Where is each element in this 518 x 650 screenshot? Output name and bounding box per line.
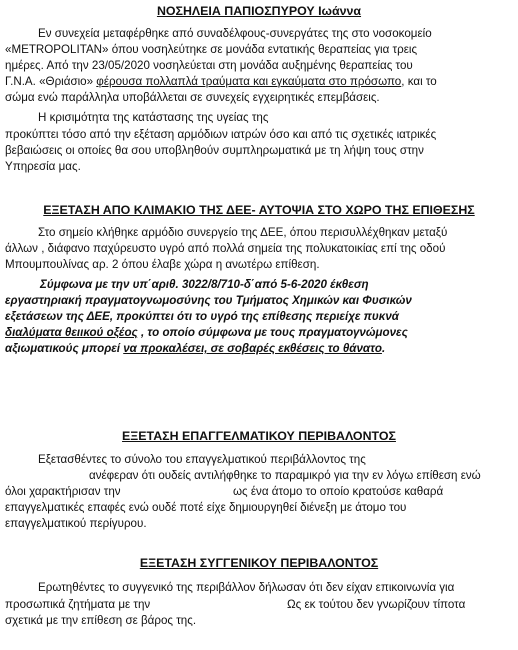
text-line <box>5 74 437 90</box>
text-fragment: Γ.Ν.Α. «Θριάσιο» <box>5 75 97 88</box>
text-fragment: αξιωματικούς μπορεί <box>5 342 124 355</box>
text-line: σώμα ενώ παράλληλα υποβάλλεται σε συνεχείς εγχειρητικές επεμβάσεις. <box>5 91 380 104</box>
text-fragment: , το οποίο σύμφωνα με τους πραγματογνώμονες <box>137 326 408 339</box>
text-line: προσωπικά ζητήματα με την <box>5 598 151 611</box>
text-line: Ως εκ τούτου δεν γνωρίζουν τίποτα <box>287 598 466 611</box>
heading-work-environment: ΕΞΕΤΑΣΗ ΕΠΑΓΓΕΛΜΑΤΙΚΟΥ ΠΕΡΙΒΑΛΟΝΤΟΣ <box>122 429 396 443</box>
text-line: Σύμφωνα με την υπ΄αριθ. 3022/8/710-δ΄από 5-6-2020 έκθεση <box>40 278 369 291</box>
text-line: όλοι χαρακτήρισαν την <box>5 485 121 498</box>
text-line: επαγγελματικού περίγυρου. <box>5 517 147 530</box>
heading-hospitalization: ΝΟΣΗΛΕΙΑ ΠΑΠΙΟΣΠΥΡΟΥ Ιωάννα <box>156 4 362 18</box>
text-line: σχετικά με την επίθεση σε βάρος της. <box>5 614 197 627</box>
text-line <box>5 341 385 357</box>
text-line: Υπηρεσία μας. <box>5 160 81 173</box>
text-line: Η κρισιμότητα της κατάστασης της υγείας της <box>38 111 269 124</box>
text-line: προκύπτει τόσο από την εξέταση αρμόδιων ιατρών όσο και από τις σχετικές ιατρικές <box>5 128 437 141</box>
text-line: εξετάσεων της ΔΕΕ, προκύπτει ότι το υγρό της επίθεσης περιείχε πυκνά <box>5 310 399 323</box>
text-line: άλλων , διάφανο παχύρευστο υγρό από πολλά σημεία της πολυκατοικίας επί της οδού <box>5 242 446 255</box>
text-line: επαγγελματικές επαφές ενώ ουδέ ποτέ είχε δημιουργηθεί διένεξη με άτομο του <box>5 501 407 514</box>
text-line: βεβαιώσεις οι οποίες θα σου υποβληθούν συμπληρωματικά με τη λήψη τους στην <box>5 144 424 157</box>
text-line: εργαστηριακή πραγματογνωμοσύνης του Τμήματος Χημικών και Φυσικών <box>5 294 412 307</box>
text-fragment: . <box>381 342 386 355</box>
heading-family-environment: ΕΞΕΤΑΣΗ ΣΥΓΓΕΝΙΚΟΥ ΠΕΡΙΒΑΛΟΝΤΟΣ <box>139 556 379 570</box>
underlined-injuries: φέρουσα πολλαπλά τραύματα και εγκαύματα στο πρόσωπο <box>96 75 402 88</box>
text-line: Ερωτηθέντες το συγγενικό της περιβάλλον δήλωσαν ότι δεν είχαν επικοινωνία για <box>38 581 455 594</box>
text-line: ημέρες. Από την 23/05/2020 νοσηλεύεται στη μονάδα αυξημένης θεραπείας του <box>5 59 413 72</box>
text-line: Στο σημείο κλήθηκε αρμόδιο συνεργείο της ΔΕΕ, όπου περισυλλέχθηκαν μεταξύ <box>38 226 448 239</box>
text-line: Εν συνεχεία μεταφέρθηκε από συναδέλφους-συνεργάτες της στο νοσοκομείο <box>38 27 432 40</box>
text-line: Εξετασθέντες το σύνολο του επαγγελματικού περιβάλλοντος της <box>38 453 366 466</box>
text-line: «METROPOLITAN» όπου νοσηλεύτηκε σε μονάδα εντατικής θεραπείας για τρεις <box>5 43 418 56</box>
heading-crime-scene: ΕΞΕΤΑΣΗ ΑΠΟ ΚΛΙΜΑΚΙΟ ΤΗΣ ΔΕΕ- ΑΥΤΟΨΙΑ ΣΤΟ ΧΩΡΟ ΤΗΣ ΕΠΙΘΕΣΗΣ <box>43 203 475 217</box>
text-line: ως ένα άτομο το οποίο κρατούσε καθαρά <box>233 485 444 498</box>
text-line: Μπουμπουλίνας αρ. 2 όπου έλαβε χώρα η ανωτέρω επίθεση. <box>5 258 320 271</box>
text-line: ανέφεραν ότι ουδείς αντιλήφθηκε το παραμικρό για την εν λόγω επίθεση ενώ <box>89 469 481 482</box>
underlined-acid: διαλύματα θειικού οξέος <box>5 326 138 339</box>
text-line <box>5 325 408 341</box>
text-fragment: , και το <box>401 75 437 88</box>
underlined-death: να προκαλέσει, σε σοβαρές εκθέσεις το θάνατο <box>123 342 382 355</box>
